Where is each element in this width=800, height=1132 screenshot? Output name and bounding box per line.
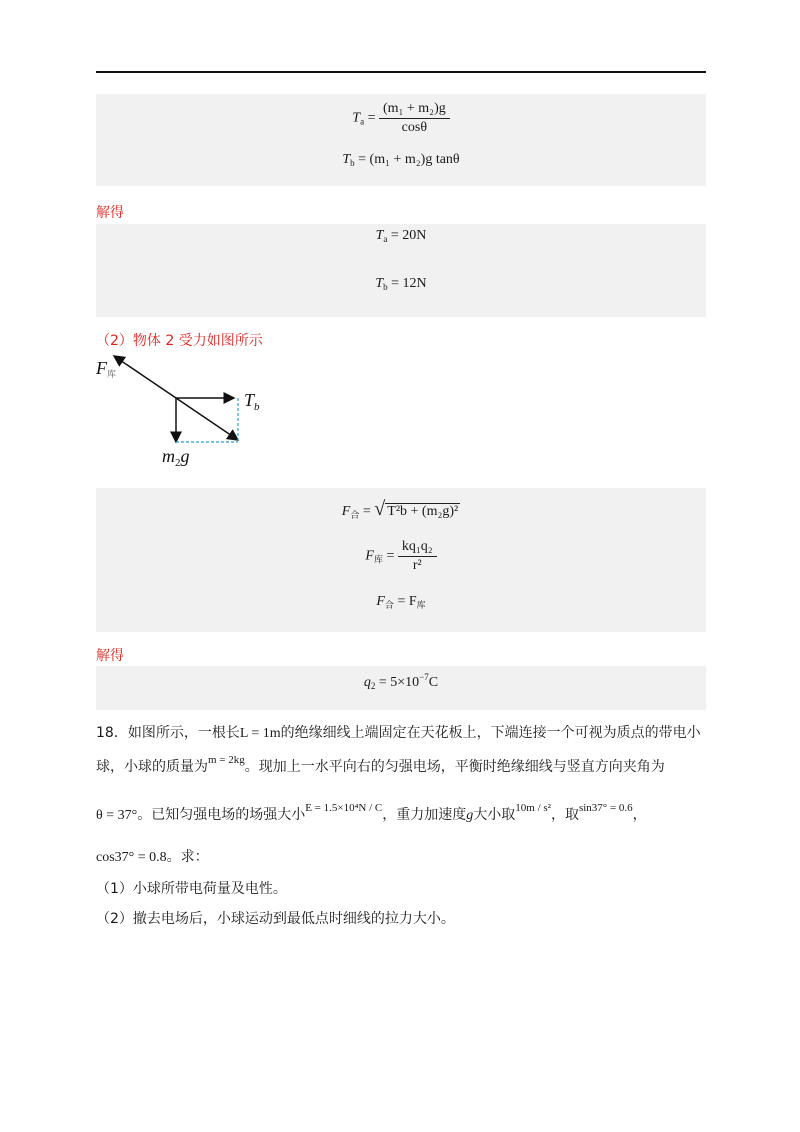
question-1: （1）小球所带电荷量及电性。 xyxy=(96,881,287,897)
equation-f-ku: $F_库$ = $\frac{\text{kq₁q₂}}{\text{r²}}$ xyxy=(96,538,706,575)
equation-tb: $T_b = (m_1 + m_2)g$ tanθ xyxy=(342,152,460,168)
part2-heading: （2）物体 2 受力如图所示 xyxy=(96,333,263,349)
resultant-arrow xyxy=(176,398,238,440)
equation-ta-value: $T_a = 20N$ xyxy=(375,228,427,244)
question-2: （2）撤去电场后，小球运动到最低点时细线的拉力大小。 xyxy=(96,911,455,927)
equation-f-he: $F_合$ = √ T²b + (m₂g)² xyxy=(341,498,459,520)
tb-label: $T_b$ xyxy=(244,390,260,413)
equation-box-1 xyxy=(96,94,706,186)
equation-box-2 xyxy=(96,224,706,317)
problem18-line3: θ = 37°。已知匀强电场的场强大小$^{E = 1.5\times 10^4N / C}$，重力加速度g大小取$^{10m / s^2}$，取$^{sin37^\circ = 0.6}$， xyxy=(96,802,647,823)
equation-tb-value: $T_b = 12N$ xyxy=(375,276,427,292)
force-diagram xyxy=(90,350,290,470)
equation-box-4 xyxy=(96,666,706,710)
problem18-line4: cos37° = 0.8。求： xyxy=(96,849,209,865)
f-ku-arrow xyxy=(114,356,176,398)
equation-ta: $T_a$ = $\frac{\text{(m₁ + m₂)g}}{\cos\theta}$ xyxy=(96,100,706,137)
equation-box-3 xyxy=(96,488,706,632)
header-rule xyxy=(96,71,706,73)
sqrt-icon: √ xyxy=(374,498,386,520)
equation-q2: $q_2 = 5\times 10^{-7}C$ xyxy=(363,672,439,691)
m2g-label: $m_2g$ xyxy=(162,446,190,469)
fraction: $\frac{\text{(m₁ + m₂)g}}{\cos\theta}$ xyxy=(379,100,450,137)
f-ku-label: F库 xyxy=(96,358,117,379)
problem18-line1: 18．如图所示，一根长L = 1m的绝缘细线上端固定在天花板上，下端连接一个可视为质点的带电小 xyxy=(96,725,701,741)
solve-label: 解得 xyxy=(96,205,124,221)
equation-f-equal: $F_合 = F_库$ xyxy=(376,594,426,610)
problem18-line2: 球，小球的质量为$^{m = 2kg}$。现加上一水平向右的匀强电场，平衡时绝缘细线与竖直方向夹角为 xyxy=(96,754,665,775)
solve-label: 解得 xyxy=(96,648,124,664)
fraction: $\frac{\text{kq₁q₂}}{\text{r²}}$ xyxy=(398,538,437,575)
